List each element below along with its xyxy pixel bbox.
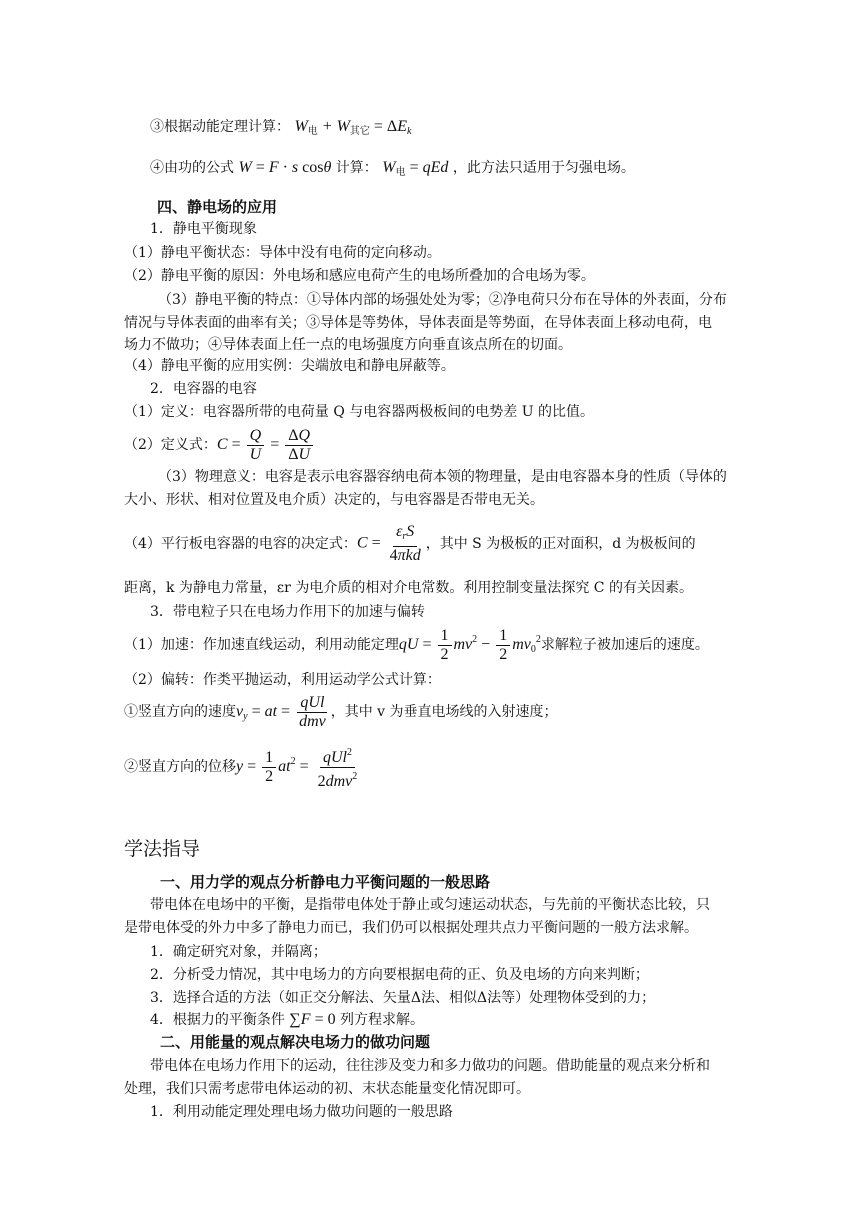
section-heading: 二、用能量的观点解决电场力的做功问题 [160, 1033, 431, 1051]
paragraph-line: （2）静电平衡的原因：外电场和感应电荷产生的电场所叠加的合电场为零。 [124, 268, 595, 284]
paragraph-line: （3）静电平衡的特点：①导体内部的场强处处为零；②净电荷只分布在导体的外表面，分布 [158, 292, 727, 308]
list-item: 3．选择合适的方法（如正交分解法、矢量Δ法、相似Δ法等）处理物体受到的力； [150, 990, 656, 1006]
paragraph-line: 处理，我们只需考虑带电体运动的初、末状态能量变化情况即可。 [124, 1081, 530, 1097]
paragraph-line: 情况与导体表面的曲率有关；③导体是等势体，导体表面是等势面，在导体表面上移动电荷，电 [124, 315, 712, 331]
formula: qU = $\frac{1}{2}$ $mv^2$ − $\frac{1}{2}$ $mv_0^2$ [398, 626, 541, 663]
line-text: （2）定义式： [124, 437, 217, 453]
line-text: ①竖直方向的速度 [124, 704, 236, 720]
paragraph-line: 大小、形状、相对位置及电介质）决定的，与电容器是否带电无关。 [124, 492, 544, 508]
list-item: 1．确定研究对象，并隔离； [150, 944, 327, 960]
line-text: （4）平行板电容器的电容的决定式： [124, 536, 357, 552]
list-item [150, 1010, 424, 1030]
list-item: 1．利用动能定理处理电场力做功问题的一般思路 [150, 1104, 453, 1120]
section-title: 学法指导 [124, 838, 201, 860]
formula-line-parallel-plate [124, 521, 696, 567]
formula: W = F · s cosθ [238, 159, 332, 176]
formula-line-kinetic-theorem [150, 117, 411, 142]
paragraph-line: 距离，k 为静电力常量，εr 为电介质的相对介电常数。利用控制变量法探究 C 的有关因素。 [124, 580, 693, 596]
list-item: 2．分析受力情况，其中电场力的方向要根据电荷的正、负及电场的方向来判断； [150, 967, 649, 983]
paragraph-line: 2．电容器的电容 [150, 381, 257, 397]
paragraph-line: 是带电体受的外力中多了静电力而已，我们仍可以根据处理共点力平衡问题的一般方法求解。 [124, 920, 698, 936]
formula: ∑F = 0 [289, 1011, 336, 1028]
paragraph-line: 带电体在电场力作用下的运动，往往涉及变力和多力做功的问题。借助能量的观点来分析和 [150, 1058, 710, 1074]
formula-line-capacitance-def [124, 424, 315, 466]
paragraph-line: 3．带电粒子只在电场力作用下的加速与偏转 [150, 604, 425, 620]
paragraph-line: （3）物理意义：电容是表示电容器容纳电荷本领的物理量，是由电容器本身的性质（导体的 [158, 469, 727, 485]
line-text: ，此方法只适用于匀强电场。 [452, 160, 635, 176]
line-text: ③根据动能定理计算： [150, 119, 290, 135]
paragraph-line: （1）定义：电容器所带的电荷量 Q 与电容器两极板间的电势差 U 的比值。 [124, 404, 594, 420]
section-heading: 一、用力学的观点分析静电力平衡问题的一般思路 [160, 873, 491, 891]
line-text: ，其中 S 为极板的正对面积，d 为极板间的 [425, 536, 696, 552]
formula-line-acceleration [124, 623, 709, 667]
paragraph-line: 1．静电平衡现象 [150, 221, 257, 237]
formula-line-vertical-displacement [124, 742, 362, 792]
paragraph-line: （1）静电平衡状态：导体中没有电荷的定向移动。 [124, 245, 441, 261]
formula: $W_电$ = qEd [382, 159, 449, 178]
line-text: 求解粒子被加速后的速度。 [540, 637, 709, 653]
line-text: （1）加速：作加速直线运动，利用动能定理 [124, 637, 399, 653]
line-text: 4．根据力的平衡条件 [150, 1012, 285, 1028]
paragraph-line: 场力不做功；④导体表面上任一点的电场强度方向垂直该点所在的切面。 [124, 337, 572, 353]
line-text: 计算： [335, 160, 378, 176]
formula: $v_y$ = at = $\frac{\text{qUl}}{\text{dmv}}$ [236, 693, 326, 730]
formula: $W_电 + W_{其它} = \Delta E_k$ [294, 118, 412, 137]
formula: C = $\frac{Q}{U}$ = $\frac{\Delta Q}{\Delta U}$ [217, 427, 315, 464]
line-text: 列方程求解。 [340, 1012, 425, 1028]
formula: y = $\frac{1}{2}$ $at^2$ = $\frac{qUl^2}{2dmv^2}$ [236, 744, 362, 791]
formula-line-vertical-velocity [124, 690, 558, 734]
paragraph-line: 带电体在电场中的平衡，是指带电体处于静止或匀速运动状态，与先前的平衡状态比较，只 [150, 897, 710, 913]
formula: C = $\frac{\varepsilon_rS}{\text{4πkd}}$ [356, 523, 421, 564]
line-text: ②竖直方向的位移 [124, 759, 236, 775]
paragraph-line: （4）静电平衡的应用实例：尖端放电和静电屏蔽等。 [124, 358, 455, 374]
formula-line-work [150, 158, 635, 183]
section-heading: 四、静电场的应用 [157, 198, 278, 216]
line-text: ④由功的公式 [150, 160, 234, 176]
paragraph-line: （2）偏转：作类平抛运动，利用运动学公式计算： [124, 672, 441, 688]
line-text: ，其中 v 为垂直电场线的入射速度； [330, 704, 558, 720]
